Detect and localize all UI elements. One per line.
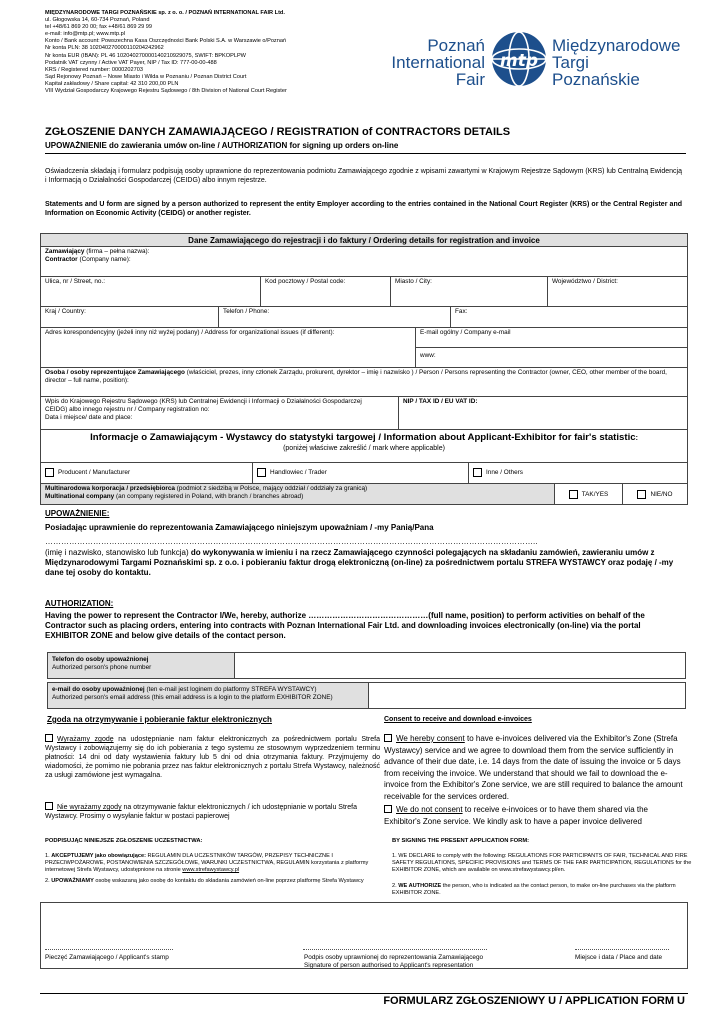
signing-en-authorize: WE AUTHORIZE: [398, 883, 442, 889]
date-line: [575, 949, 669, 950]
nip-field[interactable]: [398, 396, 688, 430]
mtp-logo-icon: [490, 30, 548, 88]
footer-form-name: FORMULARZ ZGŁOSZENIOWY U / APPLICATION FORM U: [383, 995, 685, 1007]
invoices-en-heading: Consent to receive and download e-invoices: [384, 716, 532, 723]
contractor-en-label: Contractor: [45, 256, 78, 263]
signature-line: [303, 949, 487, 950]
refuse-en-checkbox[interactable]: [384, 805, 392, 813]
contractor-name-field[interactable]: [40, 246, 688, 277]
multinational-en-note: (an company registered in Poland, with branch / branches abroad): [114, 493, 304, 500]
invoices-en-refuse[interactable]: [384, 804, 684, 827]
authorization-en-text: Having the power to represent the Contractor I/We, hereby, authorize ………………………………………(full name, position) to perform activities on behalf of the Contractor such as placing orders, entering into contracts with Poznan International Fair Ltd. and downloading invoices electronically (on-line) via the portal EXHIBITOR ZONE and below give details of the contact person.: [45, 611, 645, 640]
consent-en-checkbox[interactable]: [384, 734, 392, 742]
signing-pl-item1: 1. AKCEPTUJEMY jako obowiązujące: REGULAMIN DLA UCZESTNIKÓW TARGÓW, PRZEPISY TECHNICZNE I PRZECIWPOŻAROWE, POSTANOWIENIA SZCZEGÓŁOWE, WARUNKI UCZESTNICTWA, REGULAMIN korzystania z platformy internetowej Strefa Wystawcy, udostępnione na stronie www.strefawystawcy.pl: [45, 853, 369, 874]
signing-pl-authorize-text: osobę wskazaną jako osobę do kontaktu do składania zamówień on-line poprzez platformę Strefa Wystawcy: [93, 878, 364, 884]
regulations-link[interactable]: www.strefawystawcy.pl: [182, 867, 240, 874]
no-checkbox[interactable]: [637, 490, 646, 499]
intro-en: Statements and U form are signed by a person authorized to represent the entity Employer according to the entries contained in the National Court Register (KRS) or the Central Register and Information on Economic Activity (CEIDG) or another register.: [45, 201, 682, 217]
street-label: Ulica, nr / Street, no.:: [45, 278, 106, 285]
signing-pl-heading: PODPISUJĄC NINIEJSZE ZGŁOSZENIE UCZESTNICTWA:: [45, 838, 203, 844]
phone-label: Telefon / Phone:: [223, 308, 270, 315]
vat-id: Podatnik VAT czynny / Active VAT Payer, NIP / Tax ID: 777-00-00-488: [45, 59, 217, 66]
representatives-field[interactable]: [40, 367, 688, 397]
street-field[interactable]: [40, 276, 261, 307]
authorization-pl-body: [45, 548, 685, 578]
order-heading: Dane Zamawiającego do rejestracji i do faktury / Ordering details for registration and invoice: [40, 233, 688, 247]
nip-label: NIP / TAX ID / EU VAT ID:: [403, 398, 478, 405]
city-field[interactable]: [390, 276, 548, 307]
manufacturer-checkbox[interactable]: [45, 468, 54, 477]
company-phone: tel +48/61 869 20 00; fax +48/61 869 29 99: [45, 24, 152, 31]
email-label: E-mail ogólny / Company e-mail: [420, 329, 511, 336]
multinational-pl-label: Multinarodowa korporacja / przedsiębiorca: [45, 485, 175, 492]
refuse-pl-text: na otrzymywanie faktur elektronicznych / ich udostępnianie w portalu Strefa Wystawcy. Prosimy o wysyłanie faktur w postaci papierowej: [45, 804, 357, 820]
page-subtitle: UPOWAŻNIENIE do zawierania umów on-line / AUTHORIZATION for signing up orders on-line: [45, 141, 399, 150]
multinational-yes[interactable]: [554, 483, 623, 505]
contractor-pl-label: Zamawiający: [45, 248, 85, 255]
company-info: [45, 10, 365, 95]
register-line3: Data i miejsce/ date and place:: [45, 414, 133, 421]
consent-pl-checkbox[interactable]: [45, 734, 53, 742]
invoices-pl-refuse[interactable]: [45, 802, 380, 821]
signing-en-item2: 2. WE AUTHORIZE the person, who is indicated as the contact person, to make on-line purchases via the platform EXHIBITOR ZONE.: [392, 883, 676, 897]
authorization-pl-heading: UPOWAŻNIENIE:: [45, 509, 110, 518]
contact-email-pl: e-mail do osoby upoważnionej: [52, 686, 145, 693]
multinational-en-label: Multinational company: [45, 493, 115, 500]
country-field[interactable]: [40, 306, 219, 328]
signing-pl-accept: AKCEPTUJEMY jako obowiązujące:: [51, 853, 146, 859]
stamp-line: [45, 949, 173, 950]
contact-phone-label-box: [47, 652, 235, 679]
company-email: e-mail: info@mtp.pl; www.mtp.pl: [45, 31, 125, 38]
consent-en-label: We hereby consent: [396, 734, 465, 743]
authorization-en-heading: AUTHORIZATION:: [45, 599, 114, 608]
signing-pl-accept-text: REGULAMIN DLA UCZESTNIKÓW TARGÓW, PRZEPISY TECHNICZNE I PRZECIWPOŻAROWE, POSTANOWIENIA SZCZEGÓŁOWE, WARUNKI UCZESTNICTWA, REGULAMIN korzystania z platformy internetowej Strefa Wystawcy, udostępnione na stronie: [45, 853, 369, 874]
logo-right-line3: Poznańskie: [552, 70, 640, 89]
logo-left-line3: Fair: [455, 70, 485, 89]
company-bank: Konto / Bank account: Powszechna Kasa Oszczędności Bank Polski S.A. w Warszawie o/Poznań: [45, 38, 287, 45]
option-trader[interactable]: [252, 462, 469, 484]
contact-email-en: Authorized person's email address (this email address is a login to the platform EXHIBITOR ZONE): [52, 694, 333, 701]
option-manufacturer[interactable]: [40, 462, 253, 484]
multinational-no[interactable]: [622, 483, 688, 505]
page-title: ZGŁOSZENIE DANYCH ZAMAWIAJĄCEGO / REGISTRATION of CONTRACTORS DETAILS: [45, 126, 511, 138]
others-label: Inne / Others: [486, 469, 523, 477]
postal-label: Kod pocztowy / Postal code:: [265, 278, 346, 285]
phone-field[interactable]: [218, 306, 451, 328]
authorization-pl-note: (imię i nazwisko, stanowisko lub funkcja): [45, 548, 189, 557]
consent-pl-text: na udostępnianie nam faktur elektronicznych za pośrednictwem portalu Strefa Wystawcy i zobowiązujemy się do ich pobierania z tego systemu ze stosownym wyprzedzeniem terminu płatności: 14 dni od daty wystawienia faktury lub 5 dni od dnia otrzymania faktury. Przyjmujemy do wiadomości, że pomimo nie pobrania przez nas faktur elektronicznych z portalu Strefa Wystawcy, należność za usługi zamówione jest wymagalna.: [45, 736, 380, 779]
representatives-label: Osoba / osoby reprezentujące Zamawiającego: [45, 369, 185, 376]
yes-checkbox[interactable]: [569, 490, 578, 499]
contact-phone-en: Authorized person's phone number: [52, 664, 152, 671]
title-divider: [45, 153, 686, 154]
country-label: Kraj / Country:: [45, 308, 86, 315]
consent-en-text: to have e-invoices delivered via the Exhibitor's Zone (Strefa Wystawcy) service and we agree to download them from the service sufficiently in advance of their due date, i.e. 14 days from the date of issuing the invoice or 5 days from receiving the invoice. We understand that should we fail to download the e-invoice from the Exhibitor's Zone service, we are still required to balance the amount receivable for the services ordered.: [384, 734, 683, 801]
no-label: NIE/NO: [650, 491, 673, 499]
company-name: MIĘDZYNARODOWE TARGI POZNAŃSKIE sp. z o. o. / POZNAŃ INTERNATIONAL FAIR Ltd.: [45, 10, 285, 16]
refuse-pl-checkbox[interactable]: [45, 802, 53, 810]
register-line1: Wpis do Krajowego Rejestru Sądowego (KRS) lub Centralnej Ewidencji i Informacji o Działalności Gospodarczej: [45, 398, 362, 405]
city-label: Miasto / City:: [395, 278, 432, 285]
contact-email-pl-note: (ten e-mail jest loginem do platformy STREFA WYSTAWCY): [144, 686, 317, 693]
authorization-dots: …………………………………………………………………………………………………………………………………………………………………..: [45, 537, 538, 546]
signing-en-authorize-text: the person, who is indicated as the contact person, to make on-line purchases via the platform EXHIBITOR ZONE.: [392, 883, 676, 897]
signing-pl-item2: 2. UPOWAŻNIAMY osobę wskazaną jako osobę do kontaktu do składania zamówień on-line poprzez platformę Strefa Wystawcy: [45, 878, 364, 884]
representatives-note: (właściciel, prezes, inny członek Zarządu, prokurent, dyrektor – imię i nazwisko ) / Person / Persons representing the Contractor (owner, CEO, other member of the board, director – full name, position):: [45, 369, 667, 384]
register-line2: CEIDG) albo innego rejestru nr / Company registration no:: [45, 406, 210, 413]
contact-phone-input[interactable]: [234, 652, 686, 679]
invoices-pl-consent[interactable]: [45, 734, 380, 780]
intro-pl: Oświadczenia składają i formularz podpisują osoby uprawnione do reprezentowania podmiotu Zamawiającego zgodnie z wpisami zawartymi w Krajowym Rejestrze Sądowym (KRS) lub Centralną Ewidencją i Informacją o Działalności Gospodarczej (CEIDG) albo innym rejestrze.: [45, 168, 682, 184]
region-field[interactable]: [547, 276, 688, 307]
postal-code-field[interactable]: [260, 276, 391, 307]
logo-right-line2: Targi: [552, 53, 589, 72]
contact-email-input[interactable]: [368, 682, 686, 709]
www-label: www:: [420, 352, 436, 359]
region-label: Województwo / District:: [552, 278, 618, 285]
share-capital: Kapitał zakładowy / Share capital: 42 310 200,00 PLN: [45, 80, 179, 87]
manufacturer-label: Producent / Manufacturer: [58, 469, 131, 477]
invoices-pl-heading: Zgoda na otrzymywanie i pobieranie faktur elektronicznych: [47, 715, 272, 724]
contractor-en-note: (Company name):: [79, 256, 131, 263]
krs-number: KRS / Registered number: 0000202703: [45, 66, 143, 73]
correspondence-address-field[interactable]: [40, 327, 416, 368]
www-field[interactable]: [415, 347, 688, 368]
signing-en-item1: 1. WE DECLARE to comply with the following: REGULATIONS FOR PARTICIPANTS OF FAIR, TECHNICAL AND FIRE SAFETY REGULATIONS, SPECIFIC PROVISIONS and TERMS OF THE FAIR PARTICIPATION, REGULATIONS for the EXHIBITOR ZONE, which are available on www.strefawystawcy.pl/en.: [392, 853, 692, 874]
trader-checkbox[interactable]: [257, 468, 266, 477]
court: Sąd Rejonowy Poznań – Nowe Miasto i Wilda w Poznaniu / Poznan District Court: [45, 73, 247, 80]
refuse-en-label: We do not consent: [396, 805, 463, 814]
others-checkbox[interactable]: [473, 468, 482, 477]
account-pln: Nr konta PLN: 38 102040270000110204242962: [45, 45, 164, 52]
trader-label: Handlowiec / Trader: [270, 469, 327, 477]
stats-heading-box: [40, 429, 688, 463]
stats-heading-colon: :: [635, 435, 638, 442]
logo-left-line1: Poznań: [427, 36, 485, 55]
logo-right-line1: Międzynarodowe: [552, 36, 681, 55]
logo-left-line2: International: [391, 53, 485, 72]
account-eur: Nr konta EUR (IBAN): PL 46 102040270000140210929075, SWIFT: BPKOPLPW: [45, 52, 246, 59]
stats-note: (poniżej właściwe zakreślić / mark where applicable): [283, 445, 445, 452]
multinational-pl-note: (podmiot z siedzibą w Polsce, mający oddział / oddziały za granicą): [174, 485, 368, 492]
court-division: VIII Wydział Gospodarczy Krajowego Rejestru Sądowego / 8th Division of National Court Register: [45, 88, 287, 95]
consent-pl-label: Wyrażamy zgodę: [57, 736, 114, 743]
corr-address-label: Adres korespondencyjny (jeżeli inny niż wyżej podany) / Address for organizational issues (if different):: [45, 329, 335, 336]
stats-heading: Informacje o Zamawiającym - Wystawcy do statystyki targowej / Information about Applicant-Exhibitor for fair's statistic: [90, 432, 636, 443]
logo-text-left: [385, 37, 485, 88]
fax-label: Fax:: [455, 308, 468, 315]
registration-field[interactable]: [40, 396, 399, 430]
refuse-pl-label: Nie wyrażamy zgody: [57, 804, 122, 811]
option-others[interactable]: [468, 462, 688, 484]
signature-label-pl: Podpis osoby uprawnionej do reprezentowania Zamawiającego: [304, 954, 484, 961]
invoices-en-consent[interactable]: [384, 733, 684, 802]
fax-field[interactable]: [450, 306, 688, 328]
signing-pl-authorize: UPOWAŻNIAMY: [51, 878, 94, 884]
logo-text-right: [552, 37, 712, 88]
contact-email-label-box: [47, 682, 369, 709]
multinational-question: [40, 483, 555, 505]
company-email-field[interactable]: [415, 327, 688, 348]
company-address: ul. Głogowska 14, 60-734 Poznań, Poland: [45, 17, 150, 24]
svg-text:mtp: mtp: [499, 51, 539, 71]
authorization-pl-line1: Posiadając uprawnienie do reprezentowania Zamawiającego niniejszym upoważniam / -my Panią/Pana: [45, 523, 434, 532]
contractor-pl-note: (firma – pełna nazwa):: [86, 248, 150, 255]
authorization-pl-text: do wykonywania w imieniu i na rzecz Zamawiającego czynności polegających na składaniu zamówień, zawieraniu umów z Międzynarodowymi Targami Poznańskimi sp. z o.o. i pobieraniu faktur drogą elektroniczną (on-line) za pośrednictwem portalu STREFA WYSTAWCY oraz podaję / -my dane tej osoby do kontaktu.: [45, 548, 674, 577]
yes-label: TAK/YES: [581, 491, 609, 499]
signature-label-en: Signature of person authorised to Applicant's representation: [304, 962, 474, 969]
date-label: Miejsce i data / Place and date: [575, 954, 663, 961]
refuse-en-text: to receive e-invoices or to have them shared via the Exhibitor's Zone service. We kindly ask to have a paper invoice delivered: [384, 805, 648, 826]
signing-en-heading: BY SIGNING THE PRESENT APPLICATION FORM:: [392, 838, 530, 844]
stamp-label: Pieczęć Zamawiającego / Applicant's stamp: [45, 954, 169, 961]
contact-phone-pl: Telefon do osoby upoważnionej: [52, 656, 149, 663]
